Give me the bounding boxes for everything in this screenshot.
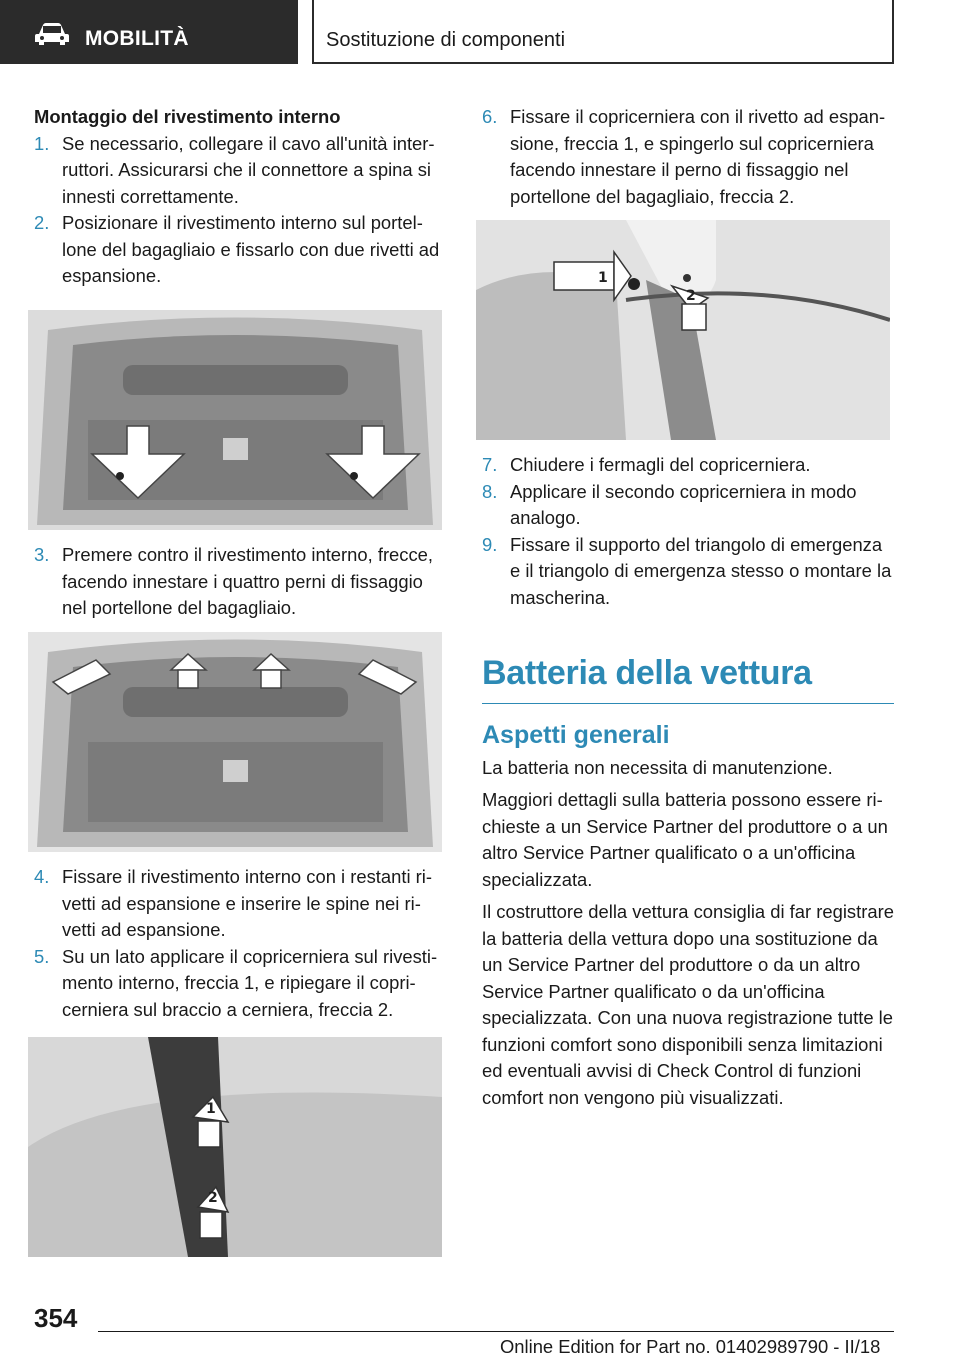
arrow-label-1: 1 (206, 1101, 216, 1117)
paragraph: Maggiori dettagli sulla batteria possono essere richieste a un Service Partner del produttore o a un altro Service Partner qualificato o a un'officina specializzata. (482, 789, 888, 890)
step-text: Fissare il supporto del triangolo di emergenza e il triangolo di emergenza stesso o montare la mascherina. (510, 533, 892, 608)
step-item (482, 104, 894, 210)
arrow-label-2: 2 (686, 288, 696, 304)
step-number: 4. (34, 866, 50, 887)
photo-hinge-cover-apply (28, 1037, 442, 1257)
photo-trunk-lining-pins (28, 632, 442, 852)
step-text: Chiudere i fermagli del copricerniera. (510, 454, 811, 475)
step-text: Fissare il copricerniera con il rivetto ad espansione, freccia 1, e spingerlo sul copricerniera facendo innestare il perno di fissaggio nel portellone del bagagliaio, freccia 2. (510, 106, 886, 207)
arrow-label-2: 2 (208, 1190, 218, 1206)
step-number: 2. (34, 212, 50, 233)
step-text: Se necessario, collegare il cavo all'unità interruttori. Assicurarsi che il connettore a spina si innesti correttamente. (62, 132, 435, 207)
step-number: 6. (482, 106, 498, 127)
step-item (482, 452, 894, 479)
step-text: Su un lato applicare il copricerniera sul rivestimento interno, freccia 1, e ripiegare il copricerniera sul braccio a cerniera, freccia 2. (62, 945, 438, 1020)
subheading-assembly: Montaggio del rivestimento interno (34, 106, 341, 127)
footer-divider (98, 1331, 894, 1332)
page-number: 354 (34, 1303, 78, 1333)
battery-heading: Batteria della vettura (482, 654, 894, 704)
step-text: Applicare il secondo copricerniera in modo analogo. (510, 480, 857, 528)
edition-note: Online Edition for Part no. 01402989790 - II/18 (500, 1336, 881, 1357)
section-title: Sostituzione di componenti (326, 29, 566, 51)
left-column-step3 (34, 542, 448, 622)
photo-trunk-lining-rivets (28, 310, 442, 530)
step-item (34, 210, 448, 290)
photo-hinge-cover-rivet (476, 220, 890, 440)
step-item (34, 542, 448, 622)
car-icon (34, 22, 70, 46)
chapter-title: MOBILITÀ (85, 27, 189, 50)
step-text: Premere contro il rivestimento interno, frecce, facendo innestare i quattro perni di fissaggio nel portellone del bagagliaio. (62, 544, 434, 618)
step-item (34, 944, 448, 1024)
right-column-steps-c (482, 452, 894, 611)
step-number: 9. (482, 533, 498, 555)
step-item (34, 131, 448, 211)
general-subheading: Aspetti generali (482, 721, 670, 749)
step-number: 7. (482, 454, 498, 475)
step-text: Fissare il rivestimento interno con i restanti rivetti ad espansione e inserire le spine nei rivetti ad espansione. (62, 866, 432, 940)
paragraph: La batteria non necessita di manutenzione. (482, 756, 833, 778)
step-number: 5. (34, 945, 50, 967)
left-column-steps-b (34, 864, 448, 1023)
step-number: 3. (34, 544, 50, 565)
paragraph: Il costruttore della vettura consiglia di far registrare la batteria della vettura dopo una sostituzione da un Service Partner del produttore o da un altro Service Partner qualificato o da un'officina specializzata. Con una nuova registrazione tutte le funzioni comfort sono disponibili senza limitazioni ed eventuali avvisi di Check Control di funzioni comfort non vengono più visualizzati. (482, 901, 894, 1108)
step-item (482, 532, 894, 612)
step-item (34, 864, 448, 944)
step-number: 1. (34, 132, 50, 154)
right-column-step6 (482, 104, 894, 210)
step-item (482, 479, 894, 532)
battery-section (482, 722, 894, 1117)
arrow-label-1: 1 (598, 270, 608, 286)
step-number: 8. (482, 480, 498, 502)
left-column-top (34, 104, 448, 290)
step-text: Posizionare il rivestimento interno sul portellone del bagagliaio e fissarlo con due rivetti ad espansione. (62, 212, 440, 286)
